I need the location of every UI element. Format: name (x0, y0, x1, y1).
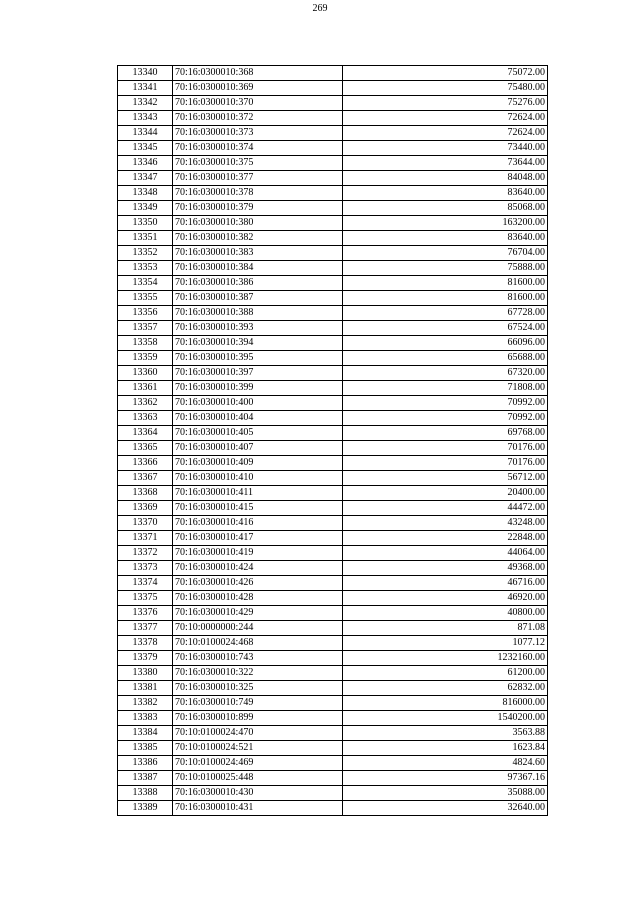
row-number-cell: 13382 (118, 696, 173, 711)
cadastral-number-cell: 70:16:0300010:325 (173, 681, 343, 696)
cadastral-number-cell: 70:16:0300010:373 (173, 126, 343, 141)
table-row (118, 726, 548, 741)
value-cell: 40800.00 (343, 606, 548, 621)
row-number-cell: 13385 (118, 741, 173, 756)
cadastral-number-cell: 70:16:0300010:370 (173, 96, 343, 111)
cadastral-number-cell: 70:16:0300010:383 (173, 246, 343, 261)
table-row (118, 351, 548, 366)
row-number-cell: 13360 (118, 366, 173, 381)
row-number-cell: 13341 (118, 81, 173, 96)
cadastral-number-cell: 70:16:0300010:410 (173, 471, 343, 486)
cadastral-number-cell: 70:16:0300010:411 (173, 486, 343, 501)
cadastral-number-cell: 70:16:0300010:743 (173, 651, 343, 666)
cadastral-number-cell: 70:16:0300010:409 (173, 456, 343, 471)
row-number-cell: 13383 (118, 711, 173, 726)
table-row (118, 786, 548, 801)
value-cell: 1540200.00 (343, 711, 548, 726)
cadastral-number-cell: 70:10:0100024:469 (173, 756, 343, 771)
table-row (118, 801, 548, 816)
value-cell: 66096.00 (343, 336, 548, 351)
row-number-cell: 13359 (118, 351, 173, 366)
value-cell: 67728.00 (343, 306, 548, 321)
value-cell: 1232160.00 (343, 651, 548, 666)
row-number-cell: 13374 (118, 576, 173, 591)
row-number-cell: 13358 (118, 336, 173, 351)
row-number-cell: 13352 (118, 246, 173, 261)
cadastral-number-cell: 70:16:0300010:384 (173, 261, 343, 276)
row-number-cell: 13378 (118, 636, 173, 651)
cadastral-number-cell: 70:16:0300010:749 (173, 696, 343, 711)
table-row (118, 411, 548, 426)
value-cell: 83640.00 (343, 186, 548, 201)
row-number-cell: 13350 (118, 216, 173, 231)
cadastral-number-cell: 70:16:0300010:379 (173, 201, 343, 216)
cadastral-number-cell: 70:16:0300010:380 (173, 216, 343, 231)
cadastral-number-cell: 70:16:0300010:322 (173, 666, 343, 681)
value-cell: 65688.00 (343, 351, 548, 366)
cadastral-number-cell: 70:16:0300010:430 (173, 786, 343, 801)
value-cell: 81600.00 (343, 291, 548, 306)
cadastral-number-cell: 70:16:0300010:404 (173, 411, 343, 426)
row-number-cell: 13380 (118, 666, 173, 681)
value-cell: 62832.00 (343, 681, 548, 696)
cadastral-number-cell: 70:16:0300010:393 (173, 321, 343, 336)
table-row (118, 666, 548, 681)
cadastral-number-cell: 70:16:0300010:395 (173, 351, 343, 366)
value-cell: 71808.00 (343, 381, 548, 396)
table-row (118, 711, 548, 726)
row-number-cell: 13379 (118, 651, 173, 666)
row-number-cell: 13368 (118, 486, 173, 501)
row-number-cell: 13372 (118, 546, 173, 561)
table-row (118, 141, 548, 156)
value-cell: 3563.88 (343, 726, 548, 741)
table-row (118, 486, 548, 501)
cadastral-number-cell: 70:16:0300010:429 (173, 606, 343, 621)
table-row (118, 381, 548, 396)
registry-table-body (118, 66, 548, 816)
cadastral-number-cell: 70:16:0300010:397 (173, 366, 343, 381)
value-cell: 22848.00 (343, 531, 548, 546)
table-row (118, 471, 548, 486)
row-number-cell: 13361 (118, 381, 173, 396)
row-number-cell: 13371 (118, 531, 173, 546)
row-number-cell: 13353 (118, 261, 173, 276)
cadastral-number-cell: 70:10:0100024:521 (173, 741, 343, 756)
cadastral-number-cell: 70:16:0300010:372 (173, 111, 343, 126)
value-cell: 73644.00 (343, 156, 548, 171)
value-cell: 44472.00 (343, 501, 548, 516)
table-row (118, 81, 548, 96)
value-cell: 816000.00 (343, 696, 548, 711)
table-row (118, 501, 548, 516)
cadastral-number-cell: 70:16:0300010:374 (173, 141, 343, 156)
cadastral-number-cell: 70:16:0300010:377 (173, 171, 343, 186)
value-cell: 4824.60 (343, 756, 548, 771)
value-cell: 1077.12 (343, 636, 548, 651)
row-number-cell: 13363 (118, 411, 173, 426)
table-row (118, 546, 548, 561)
value-cell: 67320.00 (343, 366, 548, 381)
table-row (118, 186, 548, 201)
table-row (118, 276, 548, 291)
table-row (118, 591, 548, 606)
row-number-cell: 13387 (118, 771, 173, 786)
cadastral-number-cell: 70:16:0300010:394 (173, 336, 343, 351)
table-row (118, 681, 548, 696)
cadastral-number-cell: 70:16:0300010:416 (173, 516, 343, 531)
table-row (118, 426, 548, 441)
cadastral-number-cell: 70:16:0300010:407 (173, 441, 343, 456)
row-number-cell: 13342 (118, 96, 173, 111)
value-cell: 70176.00 (343, 441, 548, 456)
table-row (118, 696, 548, 711)
table-row (118, 576, 548, 591)
cadastral-number-cell: 70:16:0300010:378 (173, 186, 343, 201)
table-row (118, 126, 548, 141)
value-cell: 61200.00 (343, 666, 548, 681)
page-number: 269 (312, 3, 328, 14)
row-number-cell: 13381 (118, 681, 173, 696)
value-cell: 67524.00 (343, 321, 548, 336)
row-number-cell: 13348 (118, 186, 173, 201)
value-cell: 97367.16 (343, 771, 548, 786)
table-row (118, 156, 548, 171)
table-row (118, 291, 548, 306)
table-row (118, 516, 548, 531)
cadastral-number-cell: 70:10:0000000:244 (173, 621, 343, 636)
value-cell: 72624.00 (343, 111, 548, 126)
value-cell: 75276.00 (343, 96, 548, 111)
table-row (118, 756, 548, 771)
row-number-cell: 13354 (118, 276, 173, 291)
cadastral-number-cell: 70:16:0300010:419 (173, 546, 343, 561)
table-row (118, 216, 548, 231)
cadastral-number-cell: 70:16:0300010:899 (173, 711, 343, 726)
value-cell: 56712.00 (343, 471, 548, 486)
row-number-cell: 13345 (118, 141, 173, 156)
value-cell: 70176.00 (343, 456, 548, 471)
row-number-cell: 13344 (118, 126, 173, 141)
value-cell: 46716.00 (343, 576, 548, 591)
value-cell: 70992.00 (343, 411, 548, 426)
cadastral-number-cell: 70:16:0300010:428 (173, 591, 343, 606)
table-row (118, 741, 548, 756)
table-row (118, 456, 548, 471)
table-row (118, 321, 548, 336)
cadastral-number-cell: 70:16:0300010:426 (173, 576, 343, 591)
row-number-cell: 13367 (118, 471, 173, 486)
table-row (118, 606, 548, 621)
table-row (118, 96, 548, 111)
row-number-cell: 13340 (118, 66, 173, 81)
value-cell: 75072.00 (343, 66, 548, 81)
value-cell: 871.08 (343, 621, 548, 636)
row-number-cell: 13364 (118, 426, 173, 441)
table-row (118, 111, 548, 126)
value-cell: 44064.00 (343, 546, 548, 561)
cadastral-number-cell: 70:16:0300010:387 (173, 291, 343, 306)
row-number-cell: 13346 (118, 156, 173, 171)
table-row (118, 441, 548, 456)
table-row (118, 336, 548, 351)
table-row (118, 246, 548, 261)
row-number-cell: 13357 (118, 321, 173, 336)
row-number-cell: 13362 (118, 396, 173, 411)
row-number-cell: 13347 (118, 171, 173, 186)
value-cell: 84048.00 (343, 171, 548, 186)
table-row (118, 636, 548, 651)
table-row (118, 171, 548, 186)
cadastral-number-cell: 70:16:0300010:388 (173, 306, 343, 321)
table-row (118, 66, 548, 81)
table-row (118, 201, 548, 216)
row-number-cell: 13389 (118, 801, 173, 816)
cadastral-number-cell: 70:10:0100025:448 (173, 771, 343, 786)
cadastral-number-cell: 70:16:0300010:382 (173, 231, 343, 246)
row-number-cell: 13356 (118, 306, 173, 321)
cadastral-number-cell: 70:10:0100024:470 (173, 726, 343, 741)
row-number-cell: 13365 (118, 441, 173, 456)
value-cell: 81600.00 (343, 276, 548, 291)
value-cell: 32640.00 (343, 801, 548, 816)
row-number-cell: 13386 (118, 756, 173, 771)
table-row (118, 396, 548, 411)
cadastral-number-cell: 70:16:0300010:368 (173, 66, 343, 81)
row-number-cell: 13370 (118, 516, 173, 531)
row-number-cell: 13388 (118, 786, 173, 801)
cadastral-number-cell: 70:16:0300010:417 (173, 531, 343, 546)
cadastral-number-cell: 70:16:0300010:400 (173, 396, 343, 411)
row-number-cell: 13376 (118, 606, 173, 621)
cadastral-number-cell: 70:16:0300010:415 (173, 501, 343, 516)
value-cell: 35088.00 (343, 786, 548, 801)
registry-table (117, 65, 548, 816)
value-cell: 49368.00 (343, 561, 548, 576)
value-cell: 75888.00 (343, 261, 548, 276)
value-cell: 75480.00 (343, 81, 548, 96)
row-number-cell: 13369 (118, 501, 173, 516)
value-cell: 72624.00 (343, 126, 548, 141)
table-row (118, 366, 548, 381)
value-cell: 73440.00 (343, 141, 548, 156)
table-row (118, 231, 548, 246)
value-cell: 69768.00 (343, 426, 548, 441)
value-cell: 70992.00 (343, 396, 548, 411)
row-number-cell: 13355 (118, 291, 173, 306)
row-number-cell: 13377 (118, 621, 173, 636)
row-number-cell: 13373 (118, 561, 173, 576)
row-number-cell: 13366 (118, 456, 173, 471)
value-cell: 83640.00 (343, 231, 548, 246)
cadastral-number-cell: 70:16:0300010:431 (173, 801, 343, 816)
value-cell: 85068.00 (343, 201, 548, 216)
row-number-cell: 13349 (118, 201, 173, 216)
cadastral-number-cell: 70:16:0300010:369 (173, 81, 343, 96)
cadastral-number-cell: 70:10:0100024:468 (173, 636, 343, 651)
row-number-cell: 13384 (118, 726, 173, 741)
table-row (118, 621, 548, 636)
value-cell: 46920.00 (343, 591, 548, 606)
cadastral-number-cell: 70:16:0300010:405 (173, 426, 343, 441)
table-row (118, 651, 548, 666)
row-number-cell: 13375 (118, 591, 173, 606)
value-cell: 1623.84 (343, 741, 548, 756)
cadastral-number-cell: 70:16:0300010:424 (173, 561, 343, 576)
cadastral-number-cell: 70:16:0300010:375 (173, 156, 343, 171)
table-row (118, 531, 548, 546)
table-row (118, 306, 548, 321)
value-cell: 76704.00 (343, 246, 548, 261)
value-cell: 163200.00 (343, 216, 548, 231)
table-row (118, 561, 548, 576)
cadastral-number-cell: 70:16:0300010:399 (173, 381, 343, 396)
table-row (118, 771, 548, 786)
row-number-cell: 13351 (118, 231, 173, 246)
table-row (118, 261, 548, 276)
cadastral-number-cell: 70:16:0300010:386 (173, 276, 343, 291)
value-cell: 43248.00 (343, 516, 548, 531)
value-cell: 20400.00 (343, 486, 548, 501)
row-number-cell: 13343 (118, 111, 173, 126)
